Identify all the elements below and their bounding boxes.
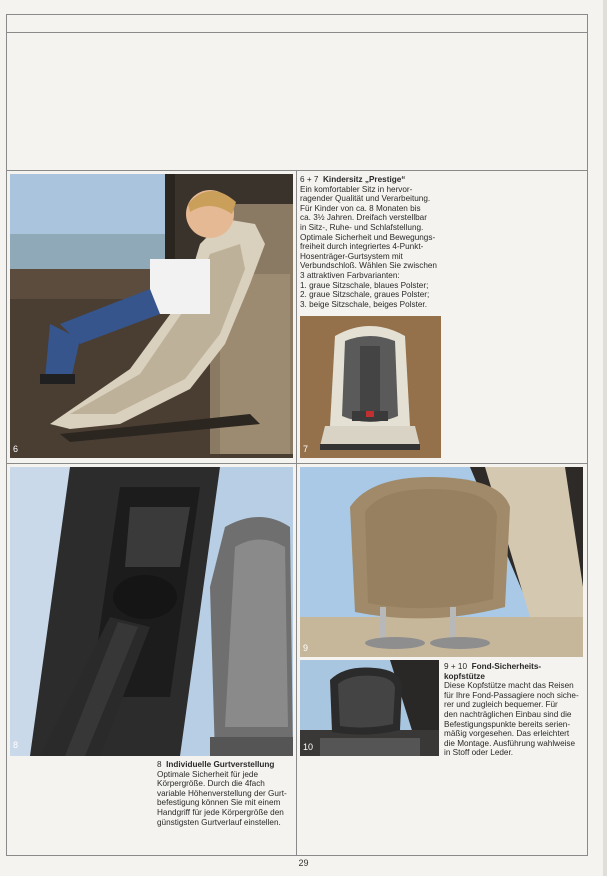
caption-line: rer und zugleich bequemer. Für <box>444 700 558 710</box>
caption-gurtverstellung <box>157 760 297 827</box>
caption-line: ca. 3½ Jahren. Dreifach verstellbar <box>300 213 427 223</box>
caption-kindersitz <box>300 175 460 309</box>
row-rule-1 <box>6 170 588 171</box>
caption-line: Befestigungspunkte bereits serien- <box>444 719 571 729</box>
caption-line: Ein komfortabler Sitz in hervor- <box>300 184 413 194</box>
row-rule-2 <box>6 463 588 464</box>
caption-line: günstigsten Gurtverlauf einstellen. <box>157 817 281 827</box>
photo-headrest <box>300 467 583 657</box>
caption-line: ragender Qualität und Verarbeitung. <box>300 194 431 204</box>
caption-line: mäßig vorgesehen. Das erleichtert <box>444 729 570 739</box>
photo-number-10: 10 <box>303 742 314 752</box>
caption-line: für Ihre Fond-Passagiere noch siche- <box>444 690 579 700</box>
photo-belt-adjustment <box>10 467 293 756</box>
caption-line: Optimale Sicherheit und Bewegungs- <box>300 232 436 242</box>
caption-line: in Sitz-, Ruhe- und Schlafstellung. <box>300 222 424 232</box>
photo-leather-headrest <box>300 660 439 756</box>
column-rule <box>296 170 297 856</box>
caption-line: Verbundschloß. Wählen Sie zwischen <box>300 261 437 271</box>
caption-line: Optimale Sicherheit für jede <box>157 769 259 779</box>
photo-seat-product <box>300 316 441 458</box>
caption-number: 8 <box>157 760 162 769</box>
caption-title: Fond-Sicherheits- <box>471 662 542 671</box>
caption-line: Handgriff für jede Körpergröße den <box>157 807 284 817</box>
caption-line: 1. graue Sitzschale, blaues Polster; <box>300 280 429 290</box>
caption-number: 9 + 10 <box>444 662 467 671</box>
caption-title: Individuelle Gurtverstellung <box>166 760 275 769</box>
caption-line: 3 attraktiven Farbvarianten: <box>300 270 400 280</box>
photo-number-6: 6 <box>13 444 19 454</box>
caption-line: den nachträglichen Einbau sind die <box>444 709 572 719</box>
photo-number-9: 9 <box>303 643 309 653</box>
caption-line: 2. graue Sitzschale, graues Polster; <box>300 290 430 300</box>
photo-child-seat <box>10 174 293 458</box>
page-number: 29 <box>298 858 309 868</box>
caption-kopfstuetze <box>444 662 586 758</box>
caption-line: 3. beige Sitzschale, beiges Polster. <box>300 299 427 309</box>
photo-leather-headrest-image <box>300 660 439 756</box>
caption-line: befestigung können Sie mit einem <box>157 798 281 808</box>
caption-line: Diese Kopfstütze macht das Reisen <box>444 681 574 691</box>
caption-title-continued: kopfstütze <box>444 671 485 681</box>
caption-number: 6 + 7 <box>300 175 319 184</box>
caption-line: variable Höhenverstellung der Gurt- <box>157 788 287 798</box>
page-edge <box>603 0 607 876</box>
caption-title: Kindersitz „Prestige“ <box>323 175 406 184</box>
photo-child-seat-image <box>10 174 293 458</box>
photo-seat-product-image <box>300 316 441 458</box>
caption-line: die Montage. Ausführung wahlweise <box>444 738 576 748</box>
photo-belt-adjustment-image <box>10 467 293 756</box>
caption-line: Körpergröße. Durch die 4fach <box>157 779 265 789</box>
photo-number-8: 8 <box>13 740 19 750</box>
caption-line: Hosenträger-Gurtsystem mit <box>300 251 403 261</box>
caption-line: in Stoff oder Leder. <box>444 748 514 758</box>
header-rule <box>6 32 588 33</box>
caption-line: Für Kinder von ca. 8 Monaten bis <box>300 203 421 213</box>
photo-number-7: 7 <box>303 444 309 454</box>
caption-line: freiheit durch integriertes 4-Punkt- <box>300 242 424 252</box>
photo-headrest-image <box>300 467 583 657</box>
